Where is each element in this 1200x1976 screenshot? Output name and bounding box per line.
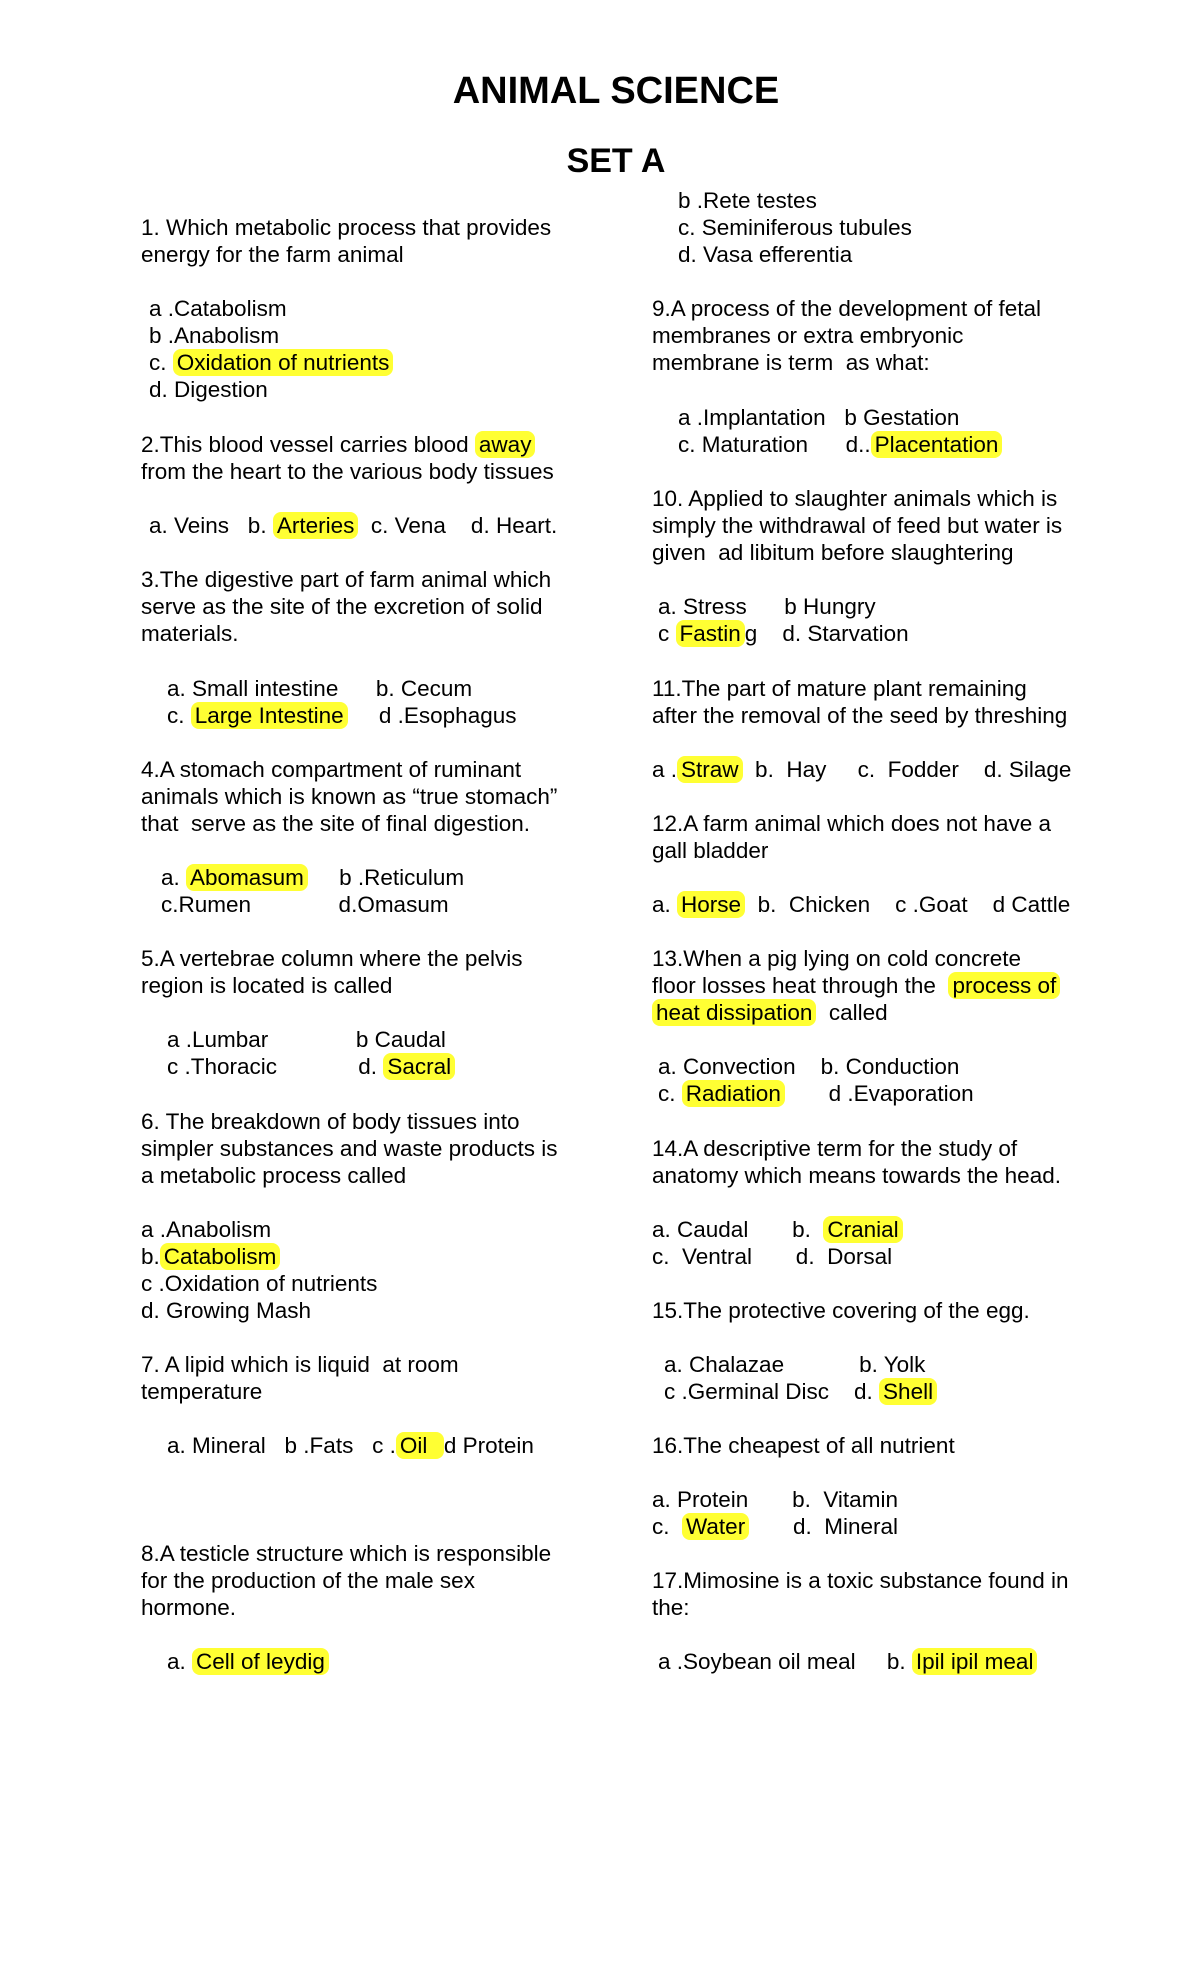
line-text: c. xyxy=(167,703,191,728)
text-line xyxy=(658,593,876,620)
line-text: a. Stress b Hungry xyxy=(658,594,876,619)
line-text: called xyxy=(816,1000,888,1025)
text-line xyxy=(652,322,963,349)
line-text: a .Soybean oil meal b. xyxy=(658,1649,912,1674)
line-text: that serve as the site of final digestion. xyxy=(141,811,530,836)
highlighted-answer: Straw xyxy=(677,756,743,783)
text-line xyxy=(652,999,888,1026)
text-line xyxy=(652,1216,903,1243)
text-line xyxy=(141,1270,377,1297)
text-line xyxy=(161,864,464,891)
highlighted-answer: Large Intestine xyxy=(191,702,348,729)
text-line xyxy=(149,512,557,539)
line-text: c. Vena d. Heart. xyxy=(358,513,558,538)
highlighted-answer: Arteries xyxy=(273,512,359,539)
line-text: a .Implantation b Gestation xyxy=(678,405,960,430)
text-line xyxy=(149,295,287,322)
text-line xyxy=(652,1513,898,1540)
line-text: 5.A vertebrae column where the pelvis xyxy=(141,946,523,971)
line-text: c. xyxy=(652,1514,683,1539)
line-text: simpler substances and waste products is xyxy=(141,1136,558,1161)
line-text: from the heart to the various body tissues xyxy=(141,459,554,484)
text-line xyxy=(652,756,1071,783)
line-text: a. Mineral b .Fats c . xyxy=(167,1433,396,1458)
line-text: 9.A process of the development of fetal xyxy=(652,296,1041,321)
text-line xyxy=(167,1053,455,1080)
line-text: c .Thoracic d. xyxy=(167,1054,384,1079)
line-text: a. Veins b. xyxy=(149,513,273,538)
line-text: 7. A lipid which is liquid at room xyxy=(141,1352,459,1377)
highlighted-answer: Radiation xyxy=(682,1080,785,1107)
line-text: a. Protein b. Vitamin xyxy=(652,1487,898,1512)
line-text: d Protein xyxy=(443,1433,534,1458)
text-line xyxy=(141,1243,280,1270)
text-line xyxy=(652,1297,1030,1324)
line-text: after the removal of the seed by threshing xyxy=(652,703,1068,728)
text-line xyxy=(141,945,522,972)
line-text: a. Convection b. Conduction xyxy=(658,1054,960,1079)
line-text: gall bladder xyxy=(652,838,769,863)
text-line xyxy=(141,1135,557,1162)
text-line xyxy=(652,702,1067,729)
highlighted-answer: Water xyxy=(682,1513,749,1540)
highlighted-answer: Fastin xyxy=(676,620,745,647)
line-text: a. Chalazae b. Yolk xyxy=(664,1352,926,1377)
line-text: b .Anabolism xyxy=(149,323,280,348)
line-text: 16.The cheapest of all nutrient xyxy=(652,1433,955,1458)
line-text: a .Lumbar b Caudal xyxy=(167,1027,446,1052)
text-line xyxy=(141,593,542,620)
line-text: 6. The breakdown of body tissues into xyxy=(141,1109,520,1134)
line-text: d. Vasa efferentia xyxy=(678,242,853,267)
text-line xyxy=(141,1297,311,1324)
text-line xyxy=(161,891,449,918)
text-line xyxy=(652,485,1057,512)
line-text: b .Rete testes xyxy=(678,188,817,213)
line-text: 11.The part of mature plant remaining xyxy=(652,676,1027,701)
line-text: b. Chicken c .Goat d Cattle xyxy=(745,892,1071,917)
line-text: c. xyxy=(658,1081,682,1106)
highlighted-answer: Oil xyxy=(396,1432,444,1459)
line-text: b .Reticulum xyxy=(307,865,465,890)
line-text: materials. xyxy=(141,621,239,646)
text-line xyxy=(652,512,1062,539)
line-text: region is located is called xyxy=(141,973,393,998)
line-text: 14.A descriptive term for the study of xyxy=(652,1136,1018,1161)
text-line xyxy=(652,1594,690,1621)
text-line xyxy=(652,891,1070,918)
text-line xyxy=(149,349,393,376)
line-text: c. Maturation d.. xyxy=(678,432,871,457)
text-line xyxy=(167,1432,534,1459)
text-line xyxy=(678,404,959,431)
text-line xyxy=(141,620,239,647)
text-line xyxy=(141,241,404,268)
text-line xyxy=(141,566,551,593)
text-line xyxy=(149,322,279,349)
text-line xyxy=(652,349,930,376)
line-text: b. Hay c. Fodder d. Silage xyxy=(742,757,1072,782)
line-text: c. xyxy=(149,350,173,375)
line-text: d .Evaporation xyxy=(784,1081,974,1106)
line-text: 15.The protective covering of the egg. xyxy=(652,1298,1030,1323)
text-line xyxy=(658,1053,959,1080)
line-text: 17.Mimosine is a toxic substance found in xyxy=(652,1568,1069,1593)
text-line xyxy=(652,1486,898,1513)
line-text: serve as the site of the excretion of solid xyxy=(141,594,543,619)
line-text: 8.A testicle structure which is responsible xyxy=(141,1541,552,1566)
text-line xyxy=(167,675,472,702)
line-text: the: xyxy=(652,1595,690,1620)
line-text: c.Rumen d.Omasum xyxy=(161,892,449,917)
text-line xyxy=(652,675,1027,702)
line-text: hormone. xyxy=(141,1595,237,1620)
line-text: 1. Which metabolic process that provides xyxy=(141,215,552,240)
text-line xyxy=(658,620,909,647)
text-line xyxy=(652,539,1013,566)
text-line xyxy=(678,431,1002,458)
set-title: SET A xyxy=(566,142,666,180)
line-text: anatomy which means towards the head. xyxy=(652,1163,1061,1188)
highlighted-answer: Sacral xyxy=(383,1053,455,1080)
line-text: 10. Applied to slaughter animals which is xyxy=(652,486,1058,511)
text-line xyxy=(141,1540,551,1567)
line-text: c xyxy=(658,621,676,646)
text-line xyxy=(652,1135,1017,1162)
line-text: energy for the farm animal xyxy=(141,242,404,267)
line-text: 3.The digestive part of farm animal which xyxy=(141,567,552,592)
highlighted-answer: Oxidation of nutrients xyxy=(173,349,394,376)
text-line xyxy=(141,431,535,458)
text-line xyxy=(141,756,521,783)
line-text: a. xyxy=(167,1649,193,1674)
line-text: a. xyxy=(652,892,678,917)
text-line xyxy=(149,376,268,403)
text-line xyxy=(652,1162,1061,1189)
line-text: given ad libitum before slaughtering xyxy=(652,540,1014,565)
highlighted-answer: away xyxy=(475,431,536,458)
text-line xyxy=(652,837,768,864)
text-line xyxy=(652,945,1021,972)
line-text: floor losses heat through the xyxy=(652,973,949,998)
text-line xyxy=(141,458,554,485)
text-line xyxy=(652,1243,892,1270)
highlighted-answer: Cell of leydig xyxy=(192,1648,329,1675)
line-text: 13.When a pig lying on cold concrete xyxy=(652,946,1021,971)
highlighted-answer: Catabolism xyxy=(160,1243,281,1270)
text-line xyxy=(141,1162,406,1189)
text-line xyxy=(678,241,852,268)
text-line xyxy=(652,295,1041,322)
line-text: 12.A farm animal which does not have a xyxy=(652,811,1051,836)
highlighted-answer: Cranial xyxy=(823,1216,902,1243)
text-line xyxy=(141,1351,459,1378)
line-text: a .Catabolism xyxy=(149,296,287,321)
text-line xyxy=(658,1080,974,1107)
line-text: d .Esophagus xyxy=(347,703,517,728)
highlighted-answer: heat dissipation xyxy=(652,999,816,1026)
text-line xyxy=(141,1567,475,1594)
text-line xyxy=(167,702,517,729)
line-text: d. Growing Mash xyxy=(141,1298,312,1323)
text-line xyxy=(141,1378,262,1405)
line-text: a . xyxy=(652,757,678,782)
text-line xyxy=(652,1567,1068,1594)
text-line xyxy=(167,1026,446,1053)
text-line xyxy=(664,1378,937,1405)
line-text: g d. Starvation xyxy=(744,621,909,646)
text-line xyxy=(141,810,530,837)
highlighted-answer: Ipil ipil meal xyxy=(912,1648,1038,1675)
text-line xyxy=(141,214,551,241)
line-text: a. xyxy=(161,865,187,890)
highlighted-answer: process of xyxy=(948,972,1060,999)
text-line xyxy=(141,783,557,810)
line-text: for the production of the male sex xyxy=(141,1568,475,1593)
text-line xyxy=(141,972,392,999)
text-line xyxy=(678,187,817,214)
line-text: membranes or extra embryonic xyxy=(652,323,964,348)
text-line xyxy=(652,810,1051,837)
line-text: b. xyxy=(141,1244,160,1269)
line-text: 2.This blood vessel carries blood xyxy=(141,432,475,457)
text-line xyxy=(658,1648,1037,1675)
highlighted-answer: Placentation xyxy=(871,431,1003,458)
line-text: c .Germinal Disc d. xyxy=(664,1379,880,1404)
line-text: a metabolic process called xyxy=(141,1163,407,1188)
line-text: a. Caudal b. xyxy=(652,1217,824,1242)
line-text: d. Digestion xyxy=(149,377,268,402)
line-text: 4.A stomach compartment of ruminant xyxy=(141,757,522,782)
highlighted-answer: Shell xyxy=(879,1378,937,1405)
line-text: c. Ventral d. Dorsal xyxy=(652,1244,893,1269)
line-text: c .Oxidation of nutrients xyxy=(141,1271,378,1296)
line-text: a. Small intestine b. Cecum xyxy=(167,676,473,701)
text-line xyxy=(141,1216,271,1243)
highlighted-answer: Horse xyxy=(677,891,745,918)
text-line xyxy=(167,1648,329,1675)
line-text: simply the withdrawal of feed but water is xyxy=(652,513,1063,538)
text-line xyxy=(664,1351,925,1378)
line-text: a .Anabolism xyxy=(141,1217,272,1242)
text-line xyxy=(678,214,912,241)
document-title: ANIMAL SCIENCE xyxy=(452,70,780,112)
line-text: animals which is known as “true stomach” xyxy=(141,784,558,809)
line-text: d. Mineral xyxy=(749,1514,899,1539)
line-text: temperature xyxy=(141,1379,263,1404)
highlighted-answer: Abomasum xyxy=(186,864,308,891)
text-line xyxy=(141,1594,236,1621)
text-line xyxy=(652,972,1060,999)
text-line xyxy=(141,1108,520,1135)
text-line xyxy=(652,1432,955,1459)
line-text: c. Seminiferous tubules xyxy=(678,215,912,240)
line-text: membrane is term as what: xyxy=(652,350,930,375)
